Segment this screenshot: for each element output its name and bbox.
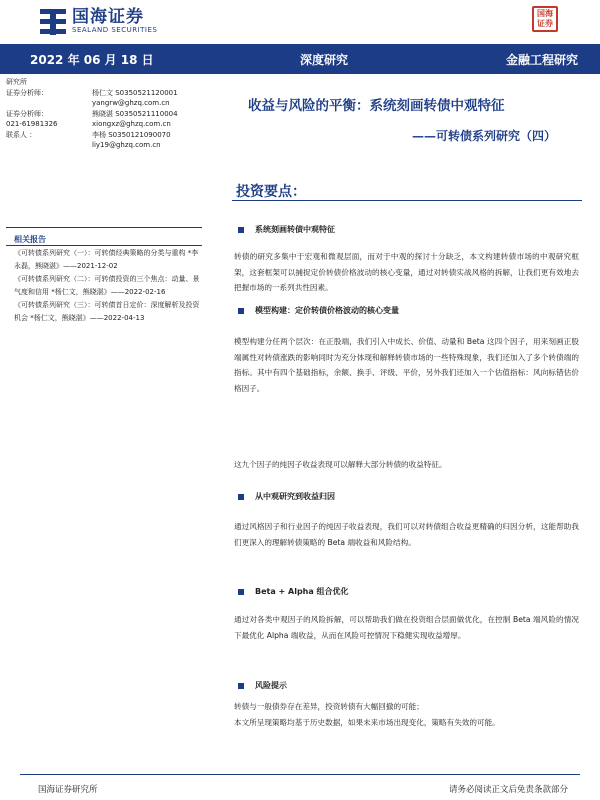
section-title: Beta + Alpha 组合优化 xyxy=(238,586,349,597)
analyst-row: 证券分析师： 熊晓湛 S0350521110004 xyxy=(6,109,178,118)
section-paragraph: 通过风格因子和行业因子的纯因子收益表现，我们可以对转债组合收益更精确的归因分析，这能帮助我们更深入的理解转债策略的 Beta 端收益和风险结构。 xyxy=(234,522,579,547)
report-title: 收益与风险的平衡：系统刻画转债中观特征 xyxy=(248,98,505,114)
section-paragraph: 通过对各类中观因子的风险拆解，可以帮助我们做在投资组合层面做优化，在控制 Beta 端风险的情况下最优化 Alpha 端收益，从而在风险可控情况下稳健实现收益增厚。 xyxy=(234,615,579,640)
analyst-row: 联系人 ： 李杨 S0350121090070 xyxy=(6,130,171,139)
section-title: 模型构建：定价转债价格波动的核心变量 xyxy=(238,305,399,316)
analyst-heading: 研究所 xyxy=(6,78,27,86)
analyst-row: 证券分析师： 杨仁文 S0350521120001 xyxy=(6,88,178,97)
report-subtitle: ——可转债系列研究（四） xyxy=(411,129,556,143)
section-paragraph: 这九个因子的纯因子收益表现可以解释大部分转债的收益特征。 xyxy=(234,460,447,469)
side-divider-top xyxy=(6,227,202,228)
report-category: 金融工程研究 xyxy=(505,52,578,67)
report-date: 2022 年 06 月 18 日 xyxy=(30,52,154,67)
analyst-row: 021-61981326 xiongxz@ghzq.com.cn xyxy=(6,120,171,128)
bullet-square-icon xyxy=(238,308,244,314)
analyst-row: liy19@ghzq.com.cn xyxy=(92,141,161,149)
analyst-block xyxy=(6,77,196,151)
section-title: 风险提示 xyxy=(238,680,287,691)
section-title: 从中观研究到收益归因 xyxy=(238,491,335,502)
footer-disclaimer-note: 请务必阅读正文后免责条款部分 xyxy=(448,785,568,795)
section-paragraph: 转债的研究多集中于宏观和微观层面，而对于中观的探讨十分缺乏，本文构建转债市场的中观研究框架，这套框架可以捕捉定价转债价格波动的核心变量，通过对转债实战风格的拆解，让我们更有效地去把握市场的一系列共性因素。 xyxy=(234,252,579,292)
related-report-item: 《可转债系列研究（三）：可转债首日定价：深度解析及投资机会 *杨仁文，熊晓湛》——2022-04-13 xyxy=(14,301,200,322)
company-logo xyxy=(40,8,157,35)
risk-paragraph: 转债与一般债券存在差异，投资转债有大幅回撤的可能； 本文所呈现策略均基于历史数据，如果未来市场出现变化，策略有失效的可能。 xyxy=(234,702,500,727)
related-report-item: 《可转债系列研究（一）：可转债经典策略的分类与重构 *李永磊，熊晓湛》——2021-12-02 xyxy=(14,249,199,270)
report-type: 深度研究 xyxy=(300,52,349,67)
investment-highlights-heading: 投资要点： xyxy=(236,184,306,200)
seal-stamp-icon: 国海 证券 xyxy=(532,6,558,32)
related-reports-list xyxy=(14,247,204,325)
main-divider xyxy=(232,200,582,201)
analyst-row: yangrw@ghzq.com.cn xyxy=(92,99,170,107)
logo-mark-icon xyxy=(40,9,66,35)
related-report-item: 《可转债系列研究（二）：可转债投资的三个焦点：动量、景气度和信用 *杨仁文，熊晓湛》——2022-02-16 xyxy=(14,275,200,296)
side-divider-bottom xyxy=(6,245,202,246)
section-paragraph: 模型构建分任两个层次：在正股端，我们引入中成长、价值、动量和 Beta 这四个因子，用来刻画正股端属性对转债涨跌的影响同时为充分体现和解释转债市场的一些特殊现象，我们还加入了多个转债端的指标。其中有四个基础指标，余额、换手、评级、平价，另外我们还加入一个估值指标：风向标错估价格因子。 xyxy=(234,337,579,393)
footer-divider xyxy=(20,774,580,775)
section-title: 系统刻画转债中观特征 xyxy=(238,224,335,235)
bullet-square-icon xyxy=(238,494,244,500)
bullet-square-icon xyxy=(238,227,244,233)
logo-text-cn: 国海证券 xyxy=(72,7,144,27)
related-reports-heading: 相关报告 xyxy=(14,235,46,244)
report-banner xyxy=(0,44,600,74)
bullet-square-icon xyxy=(238,683,244,689)
footer-institute: 国海证券研究所 xyxy=(38,785,98,795)
logo-text-en: SEALAND SECURITIES xyxy=(72,26,158,34)
bullet-square-icon xyxy=(238,589,244,595)
